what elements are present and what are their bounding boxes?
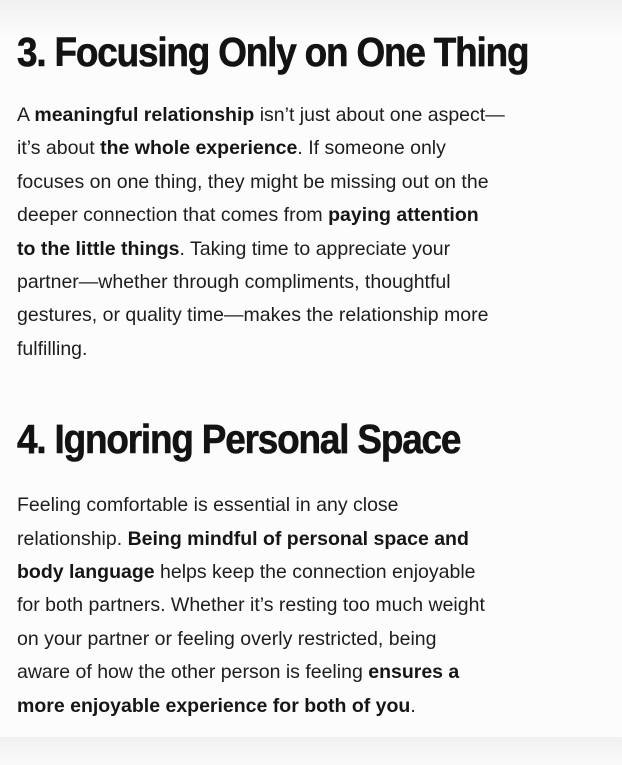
text-segment: aware of how the other person is feeling (17, 661, 369, 684)
text-segment: . Taking time to appreciate your (179, 237, 451, 260)
text-line (17, 556, 582, 589)
bold-text-segment: paying attention (328, 204, 479, 227)
article-section-3 (17, 28, 582, 366)
text-line (17, 656, 582, 689)
text-line (17, 489, 582, 522)
text-segment: A (17, 104, 35, 126)
text-line (17, 523, 582, 556)
text-segment: isn’t just about one aspect— (254, 104, 505, 126)
text-line (17, 623, 582, 656)
text-segment: focuses on one thing, they might be missing out on the (17, 170, 489, 193)
article-content (0, 28, 622, 723)
text-segment: it’s about (17, 137, 101, 160)
bold-text-segment: to the little things (17, 237, 180, 260)
text-segment: deeper connection that comes from (17, 204, 329, 227)
bold-text-segment: body language (17, 561, 155, 584)
bold-text-segment: the whole experience (100, 137, 298, 160)
text-line (17, 166, 582, 199)
section-heading: 3. Focusing Only on One Thing (17, 29, 529, 75)
text-line (17, 690, 582, 723)
text-line (17, 132, 582, 165)
text-line (17, 233, 582, 266)
bold-text-segment: more enjoyable experience for both of you (17, 694, 411, 717)
text-segment: partner—whether through compliments, thoughtful (17, 271, 451, 294)
article-section-4 (17, 415, 582, 723)
text-segment: Feeling comfortable is essential in any close (17, 494, 399, 517)
text-segment: on your partner or feeling overly restricted, being (17, 627, 437, 650)
text-line (17, 199, 582, 232)
paragraph (17, 489, 582, 723)
text-segment: . (410, 694, 416, 717)
text-segment: relationship. (17, 527, 128, 550)
text-segment: gestures, or quality time—makes the relationship more (17, 304, 489, 327)
text-line (17, 333, 582, 366)
text-line (17, 589, 582, 622)
text-line (17, 99, 582, 132)
section-heading: 4. Ignoring Personal Space (17, 416, 461, 463)
bold-text-segment: meaningful relationship (34, 104, 255, 126)
text-segment: fulfilling. (17, 337, 88, 360)
paragraph (17, 99, 582, 366)
text-segment: . If someone only (297, 137, 446, 160)
text-segment: helps keep the connection enjoyable (154, 561, 476, 584)
bold-text-segment: Being mindful of personal space and (127, 527, 469, 550)
text-segment: for both partners. Whether it’s resting too much weight (17, 594, 485, 617)
text-line (17, 266, 582, 299)
text-line (17, 299, 582, 332)
bold-text-segment: ensures a (368, 661, 460, 684)
